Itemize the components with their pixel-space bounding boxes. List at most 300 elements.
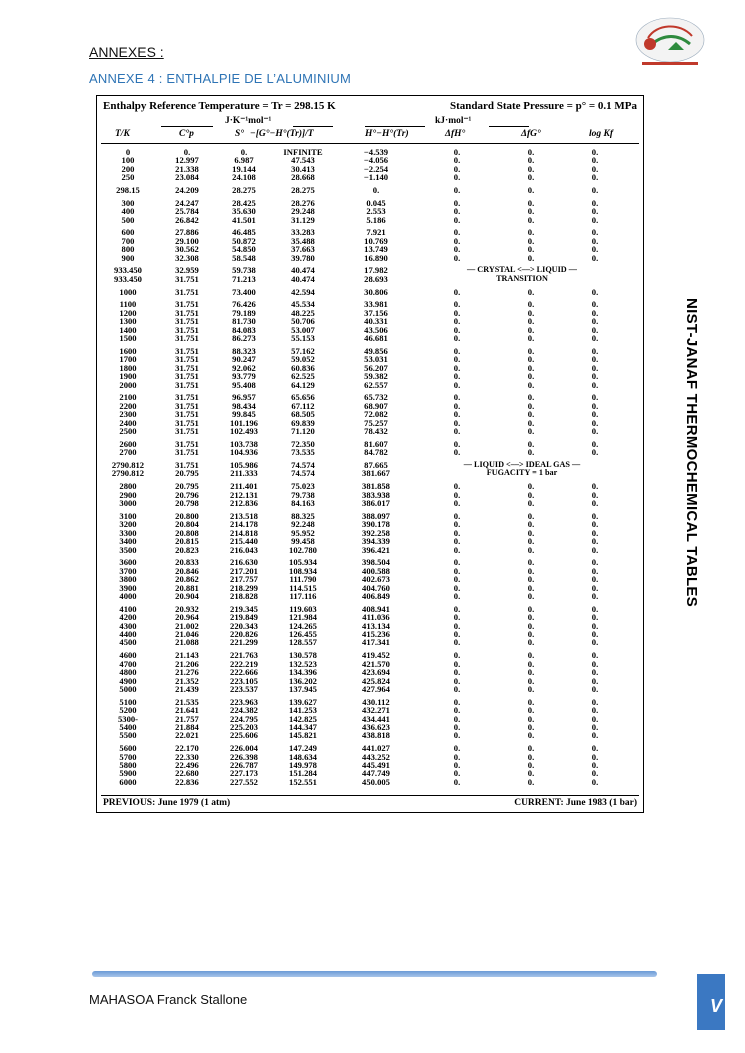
table-cell: 220.343 [230,620,258,631]
table-cell: 31.751 [175,400,199,411]
table-cell: 5300- [117,713,139,724]
table-cell: 99.845 [232,409,256,420]
table-cell: 60.836 [291,362,315,373]
table-cell: 4000 [119,590,137,601]
table-cell: 0. [527,163,535,174]
table-cell: 0. [453,235,461,246]
table-cell: 933.450 [114,265,142,276]
table-cell: 0. [591,683,599,694]
table-cell: 0. [527,776,535,787]
table-row [97,186,643,194]
table-cell: 22.836 [175,776,199,787]
table-cell: 0. [453,498,461,509]
table-cell: 53.007 [291,324,315,335]
table-cell: 2400 [119,417,137,428]
table-cell: — CRYSTAL <––> LIQUID — [467,265,577,275]
table-row [97,685,643,693]
table-row [97,216,643,224]
table-cell: 0. [453,705,461,716]
table-cell: 3800 [119,574,137,585]
table-cell: 0. [591,400,599,411]
column-header: log Kf [589,129,614,139]
table-cell: 1500 [119,333,137,344]
table-cell: 53.031 [364,354,388,365]
table-cell: 37.663 [291,244,315,255]
table-cell: 0. [591,345,599,356]
table-cell: 2100 [119,392,137,403]
table-cell: 0. [453,696,461,707]
table-cell: 0. [527,185,535,196]
table-cell: 0. [453,227,461,238]
table-cell: 0. [527,447,535,458]
table-cell: 0. [453,379,461,390]
table-cell: 62.525 [291,371,315,382]
table-cell: 219.345 [230,603,258,614]
table-cell: −1.140 [363,172,389,183]
table-cell: 96.957 [232,392,256,403]
table-cell: 0. [527,620,535,631]
table-cell: 0. [453,713,461,724]
table-cell: 0. [591,307,599,318]
table-row [97,288,643,296]
table-cell: 76.426 [232,299,256,310]
table-cell: 0. [591,392,599,403]
table-cell: 388.097 [362,510,390,521]
table-cell: 58.548 [232,252,256,263]
table-cell: 221.763 [230,650,258,661]
table-cell: 136.202 [289,675,317,686]
table-cell: 0. [453,582,461,593]
table-cell: 0. [527,307,535,318]
row-group [97,300,643,342]
table-cell: 0. [527,345,535,356]
table-cell: 1600 [119,345,137,356]
row-group [97,651,643,693]
table-cell: 95.952 [291,527,315,538]
table-row [97,448,643,456]
table-row [97,427,643,435]
table-cell: 46.485 [232,227,256,238]
table-cell: 0. [453,155,461,166]
table-cell: 0. [453,489,461,500]
table-cell: 10.769 [364,235,388,246]
table-cell: 3400 [119,536,137,547]
column-header: −[G°−H°(Tr)]/T [250,129,314,139]
units-right: kJ·mol⁻¹ [435,116,472,126]
table-cell: 394.339 [362,536,390,547]
table-cell: 211.401 [230,481,258,492]
table-cell: 0. [527,172,535,183]
table-cell: 0. [591,574,599,585]
table-cell: 0. [527,481,535,492]
table-cell: 0. [591,172,599,183]
table-cell: 0. [453,519,461,530]
table-cell: 21.535 [175,696,199,707]
table-cell: 383.938 [362,489,390,500]
table-cell: 0. [453,214,461,225]
table-cell: 443.252 [362,751,390,762]
table-cell: 37.156 [364,307,388,318]
table-cell: 430.112 [362,696,390,707]
table-cell: 386.017 [362,498,390,509]
table-cell: 218.299 [230,582,258,593]
table-cell: 0. [527,354,535,365]
table-cell: 500 [121,214,135,225]
standard-pressure: Standard State Pressure = p° = 0.1 MPa [449,100,637,112]
table-cell: 0. [527,658,535,669]
table-cell: 408.941 [362,603,390,614]
table-cell: 0. [453,400,461,411]
table-cell: 20.795 [175,468,199,479]
table-cell: 74.574 [291,468,315,479]
table-cell: 145.821 [289,730,317,741]
table-cell: 74.574 [291,459,315,470]
table-cell: 49.856 [364,345,388,356]
table-cell: 0. [453,286,461,297]
table-cell: 0. [453,667,461,678]
column-header: T/K [115,129,130,139]
row-group [97,440,643,457]
table-cell: 0. [527,235,535,246]
table-cell: 1300 [119,316,137,327]
table-cell: 21.206 [175,658,199,669]
table-cell: 400 [121,206,135,217]
table-cell: 0. [591,527,599,538]
table-cell: 124.265 [289,620,317,631]
table-row [97,638,643,646]
table-cell: 0. [527,371,535,382]
table-cell: 31.751 [175,371,199,382]
table-cell: 0. [527,316,535,327]
table-cell: 0. [591,498,599,509]
row-group [97,558,643,600]
table-cell: 111.790 [289,574,317,585]
table-cell: 4400 [119,629,137,640]
table-cell: 0. [591,722,599,732]
table-cell: 0. [527,760,535,771]
table-cell: 0. [453,730,461,741]
table-cell: 132.523 [289,658,317,669]
table-cell: 225.203 [230,722,258,732]
table-cell: 0. [453,252,461,263]
table-cell: 0. [591,252,599,263]
table-cell: 0. [453,574,461,585]
table-cell: 28.276 [291,197,315,208]
table-cell: 16.890 [364,252,388,263]
table-cell: 0. [453,603,461,614]
table-cell: 0 [125,147,131,157]
table-cell: 222.666 [230,667,258,678]
table-cell: 21.276 [175,667,199,678]
column-header: H°−H°(Tr) [365,129,409,139]
row-group [97,148,643,182]
table-cell: 4500 [119,637,137,648]
table-cell: 0. [591,675,599,686]
table-cell: 31.751 [175,426,199,437]
table-cell: 3500 [119,544,137,555]
table-cell: 0. [527,768,535,779]
table-cell: 0. [527,286,535,297]
row-group [97,228,643,262]
table-cell: 27.886 [175,227,199,238]
table-cell: 5000 [119,683,137,694]
table-cell: 21.338 [175,163,199,174]
table-cell: 6000 [119,776,137,787]
table-cell: 0. [527,498,535,509]
table-cell: 71.120 [291,426,315,437]
table-cell: 0. [453,544,461,555]
table-cell: 0. [591,333,599,344]
table-cell: 28.668 [291,172,315,183]
table-cell: 0. [527,667,535,678]
table-cell: 48.225 [291,307,315,318]
table-cell: 4100 [119,603,137,614]
table-cell: 46.681 [364,333,388,344]
table-cell: 4300 [119,620,137,631]
table-cell: 45.534 [291,299,315,310]
table-cell: 0. [453,658,461,669]
table-cell: 226.787 [230,760,258,771]
table-cell: 0. [453,354,461,365]
table-cell: 0. [591,417,599,428]
table-cell: 31.751 [175,316,199,327]
table-cell: 2000 [119,379,137,390]
table-cell: 20.881 [175,582,199,593]
table-cell: 29.248 [291,206,315,217]
table-cell: 19.144 [232,163,256,174]
table-cell: 214.178 [230,519,258,530]
table-cell: 0. [591,705,599,716]
table-cell: 0. [591,519,599,530]
table-cell: 21.088 [175,637,199,648]
table-cell: 396.421 [362,544,390,555]
table-cell: 0. [591,620,599,631]
table-cell: 0. [591,362,599,373]
table-cell: 64.129 [291,379,315,390]
row-group [97,744,643,786]
table-cell: 28.275 [232,185,256,196]
table-cell: 0. [453,536,461,547]
table-cell: 147.249 [289,743,317,754]
table-cell: 2700 [119,447,137,458]
table-cell: 800 [121,244,135,255]
table-cell: 0. [527,527,535,538]
table-cell: 398.504 [362,557,390,568]
table-cell: 59.738 [232,265,256,276]
table-cell: 0. [527,722,535,732]
table-cell: 22.021 [175,730,199,741]
table-cell: 5100 [119,696,137,707]
table-cell: 102.780 [289,544,317,555]
table-cell: 117.116 [289,590,317,601]
table-cell: 0. [591,214,599,225]
table-cell: 213.518 [230,510,258,521]
table-cell: 26.842 [175,214,199,225]
table-row [97,469,643,477]
table-cell: 423.694 [362,667,390,678]
table-cell: 390.178 [362,519,390,530]
table-cell: 0. [453,244,461,255]
table-cell: 87.665 [364,459,388,470]
table-cell: 0. [591,206,599,217]
table-cell: 0. [527,147,535,157]
table-cell: 0. [591,751,599,762]
table-cell: 0. [453,760,461,771]
table-cell: 436.623 [362,722,390,732]
table-cell: 0.045 [366,197,386,208]
table-cell: 225.606 [230,730,258,741]
table-cell: 0. [527,603,535,614]
table-cell: 0. [591,371,599,382]
table-cell: 22.170 [175,743,199,754]
row-group [97,698,643,740]
row-group [97,482,643,507]
table-cell: 0. [527,751,535,762]
table-cell: 900 [121,252,135,263]
table-cell: 90.247 [232,354,256,365]
table-cell: 0. [527,417,535,428]
table-cell: 151.284 [289,768,317,779]
table-cell: 0. [591,658,599,669]
table-cell: 0. [591,426,599,437]
table-cell: 0. [591,768,599,779]
table-cell: 21.352 [175,675,199,686]
table-cell: 0. [453,590,461,601]
table-cell: 17.982 [364,265,388,276]
table-cell: 93.779 [232,371,256,382]
table-cell: 2300 [119,409,137,420]
table-cell: 2790.812 [111,459,145,470]
table-cell: 700 [121,235,135,246]
table-cell: 216.630 [230,557,258,568]
table-cell: 142.825 [289,713,317,724]
table-cell: 79.189 [232,307,256,318]
table-cell: 0. [240,147,248,157]
table-cell: 114.515 [289,582,317,593]
table-cell: 0. [591,354,599,365]
table-cell: 0. [527,324,535,335]
table-cell: 2790.812 [111,468,145,479]
table-cell: 0. [591,629,599,640]
table-cell: 40.331 [364,316,388,327]
table-cell: 219.849 [230,612,258,623]
table-cell: 0. [591,197,599,208]
table-cell: 23.084 [175,172,199,183]
table-cell: 0. [591,590,599,601]
table-row [97,334,643,342]
table-cell: 221.299 [230,637,258,648]
table-cell: −4.056 [363,155,389,166]
table-cell: 0. [527,400,535,411]
table-cell: 103.738 [230,438,258,449]
table-row [97,499,643,507]
table-row [97,173,643,181]
table-cell: 59.382 [364,371,388,382]
table-cell: 62.557 [364,379,388,390]
table-cell: 402.673 [362,574,390,585]
table-cell: 419.452 [362,650,390,661]
table-cell: TRANSITION [496,273,548,283]
table-cell: 0. [453,147,461,157]
table-cell: 0. [591,544,599,555]
table-cell: 22.680 [175,768,199,779]
table-cell: 0. [453,776,461,787]
table-cell: 0. [527,536,535,547]
table-cell: 438.818 [362,730,390,741]
table-cell: 31.751 [175,417,199,428]
table-cell: 0. [453,307,461,318]
table-cell: 0. [591,481,599,492]
table-cell: 24.209 [175,185,199,196]
table-cell: 218.828 [230,590,258,601]
table-cell: 445.491 [362,760,390,771]
table-row [97,381,643,389]
table-cell: 86.273 [232,333,256,344]
footer-bar [92,971,657,977]
table-cell: 31.751 [175,324,199,335]
table-cell: 0. [453,392,461,403]
table-cell: 300 [121,197,135,208]
previous-edition: PREVIOUS: June 1979 (1 atm) [103,798,231,808]
table-cell: 13.749 [364,244,388,255]
table-cell: 0. [527,519,535,530]
table-cell: 4700 [119,658,137,669]
table-cell: 5500 [119,730,137,741]
table-cell: 1200 [119,307,137,318]
table-cell: 0. [591,155,599,166]
table-cell: 0. [453,438,461,449]
table-cell: 0. [453,510,461,521]
table-cell: 0. [453,185,461,196]
table-cell: 33.283 [291,227,315,238]
table-cell: 0. [527,637,535,648]
table-cell: 128.557 [289,637,317,648]
table-cell: 31.751 [175,273,199,284]
table-cell: 79.738 [291,489,315,500]
table-cell: 0. [591,510,599,521]
table-cell: 24.247 [175,197,199,208]
row-group [97,512,643,554]
table-cell: 68.505 [291,409,315,420]
table-cell: 0. [591,696,599,707]
table-cell: 20.846 [175,565,199,576]
table-cell: 392.258 [362,527,390,538]
row-group [97,186,643,194]
table-cell: 29.100 [175,235,199,246]
table-cell: 0. [591,489,599,500]
table-cell: 0. [591,163,599,174]
table-row [97,731,643,739]
table-cell: 0. [527,705,535,716]
table-cell: 59.052 [291,354,315,365]
table-cell: 101.196 [230,417,258,428]
table-cell: 0. [591,286,599,297]
table-cell: 0. [591,316,599,327]
side-title: NIST-JANAF THERMOCHEMICAL TABLES [683,298,700,608]
table-cell: 0. [372,185,380,196]
column-header: ΔfG° [521,129,541,139]
table-cell: 73.535 [291,447,315,458]
table-cell: 31.751 [175,438,199,449]
table-cell: 0. [527,713,535,724]
table-cell: 100 [121,155,135,166]
table-cell: 104.936 [230,447,258,458]
table-cell: 217.201 [230,565,258,576]
table-cell: 0. [453,722,461,732]
table-cell: 223.537 [230,683,258,694]
table-cell: 108.934 [289,565,317,576]
table-cell: 0. [527,438,535,449]
